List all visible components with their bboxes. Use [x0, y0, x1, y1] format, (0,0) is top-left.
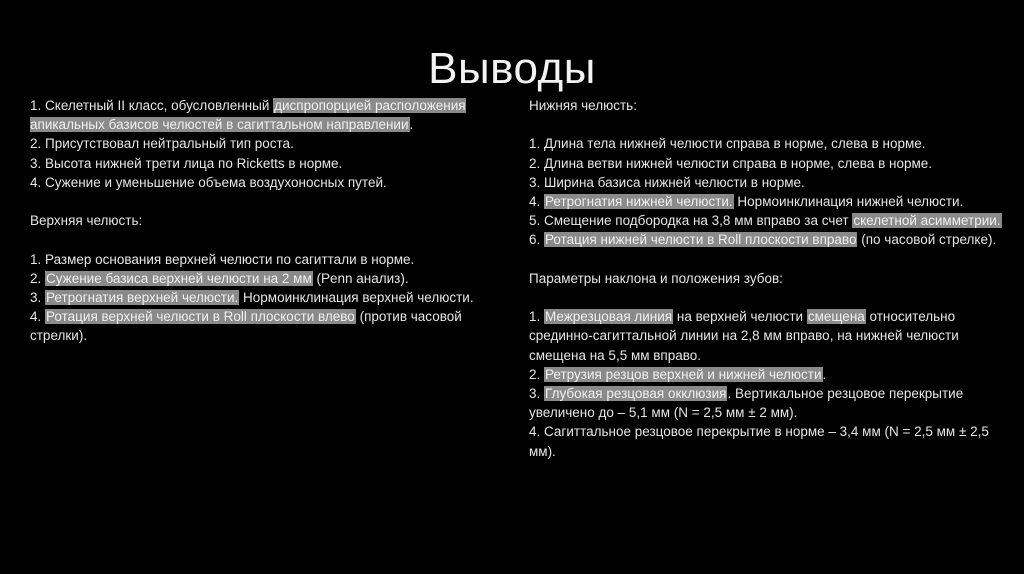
- text-segment: 1. Размер основания верхней челюсти по сагиттали в норме.: [30, 251, 415, 267]
- text-segment: 4.: [30, 309, 46, 325]
- highlighted-text: Ретрузия резцов верхней и нижней челюсти: [545, 366, 822, 382]
- text-segment: 4. Сужение и уменьшение объема воздухоносных путей.: [30, 174, 387, 190]
- blank-line: [30, 230, 520, 249]
- text-line: [30, 96, 520, 134]
- text-line: [30, 250, 520, 269]
- text-line: [30, 307, 520, 345]
- text-segment: 2. Присутствовал нейтральный тип роста.: [30, 136, 294, 152]
- text-segment: Нормоинклинация нижней челюсти.: [733, 194, 964, 209]
- text-segment: Верхняя челюсть:: [30, 213, 143, 229]
- text-line: [529, 211, 1007, 230]
- text-segment: 2. Длина ветви нижней челюсти справа в норме, слева в норме.: [529, 155, 933, 171]
- text-line: [30, 134, 520, 153]
- text-segment: 3.: [529, 386, 545, 401]
- blank-line: [529, 115, 1007, 134]
- text-line: [529, 96, 1007, 115]
- text-segment: (по часовой стрелке).: [857, 232, 997, 248]
- highlighted-text: Ретрогнатия нижней челюсти.: [545, 194, 733, 209]
- text-segment: относительно срединно-сагиттальной линии на 2,8 мм вправо, на нижней челюсти смещена на 5,5 мм вправо.: [529, 309, 959, 363]
- highlighted-text: смещена: [807, 309, 865, 325]
- highlighted-text: скелетной асимметрии.: [853, 213, 1001, 229]
- text-segment: 4.: [529, 194, 545, 209]
- text-segment: 3.: [30, 290, 46, 305]
- text-segment: 2.: [529, 366, 545, 382]
- text-segment: .: [409, 117, 414, 133]
- text-line: [30, 173, 520, 192]
- text-line: [529, 134, 1007, 153]
- highlighted-text: Ротация нижней челюсти в Roll плоскости вправо: [545, 232, 857, 248]
- text-line: [529, 230, 1007, 249]
- blank-line: [529, 250, 1007, 269]
- highlighted-text: Сужение базиса верхней челюсти на 2 мм: [46, 270, 312, 286]
- text-segment: Нормоинклинация верхней челюсти.: [239, 290, 474, 305]
- text-segment: .: [822, 366, 827, 382]
- highlighted-text: диспропорцией расположения апикальных базисов челюстей в сагиттальном направлении: [30, 98, 466, 133]
- text-line: [30, 288, 520, 307]
- text-segment: . Вертикальное резцовое перекрытие увеличено до – 5,1 мм (N = 2,5 мм ± 2 мм).: [529, 386, 964, 421]
- text-segment: (Penn анализ).: [312, 270, 409, 286]
- left-column: [30, 96, 520, 346]
- text-segment: 1. Длина тела нижней челюсти справа в норме, слева в норме.: [529, 136, 926, 152]
- text-segment: 3. Ширина базиса нижней челюсти в норме.: [529, 174, 805, 190]
- text-segment: 2.: [30, 270, 46, 286]
- text-segment: Параметры наклона и положения зубов:: [529, 270, 783, 286]
- highlighted-text: Ротация верхней челюсти в Roll плоскости влево: [46, 309, 355, 325]
- text-segment: 1.: [529, 309, 545, 325]
- text-segment: 6.: [529, 232, 545, 248]
- right-column: [529, 96, 1007, 461]
- text-line: [30, 211, 520, 230]
- text-segment: (против часовой стрелки).: [30, 309, 462, 344]
- text-line: [529, 192, 1007, 211]
- text-line: [529, 365, 1007, 384]
- text-line: [529, 307, 1007, 365]
- slide-title: Выводы: [428, 44, 596, 93]
- highlighted-text: Глубокая резцовая окклюзия: [545, 386, 727, 401]
- blank-line: [529, 288, 1007, 307]
- text-segment: 5. Смещение подбородка на 3,8 мм вправо за счет: [529, 213, 853, 229]
- text-segment: 4. Сагиттальное резцовое перекрытие в норме – 3,4 мм (N = 2,5 мм ± 2,5 мм).: [529, 424, 989, 459]
- highlighted-text: Межрезцовая линия: [545, 309, 673, 325]
- blank-line: [30, 192, 520, 211]
- highlighted-text: Ретрогнатия верхней челюсти.: [46, 290, 239, 305]
- text-line: [529, 173, 1007, 192]
- text-segment: 3. Высота нижней трети лица по Ricketts в норме.: [30, 155, 343, 171]
- text-segment: Нижняя челюсть:: [529, 98, 637, 113]
- text-line: [30, 154, 520, 173]
- text-segment: на верхней челюсти: [673, 309, 807, 325]
- text-line: [529, 154, 1007, 173]
- text-line: [529, 384, 1007, 422]
- text-line: [30, 269, 520, 288]
- text-line: [529, 269, 1007, 288]
- text-line: [529, 422, 1007, 460]
- text-segment: 1. Скелетный II класс, обусловленный: [30, 98, 274, 113]
